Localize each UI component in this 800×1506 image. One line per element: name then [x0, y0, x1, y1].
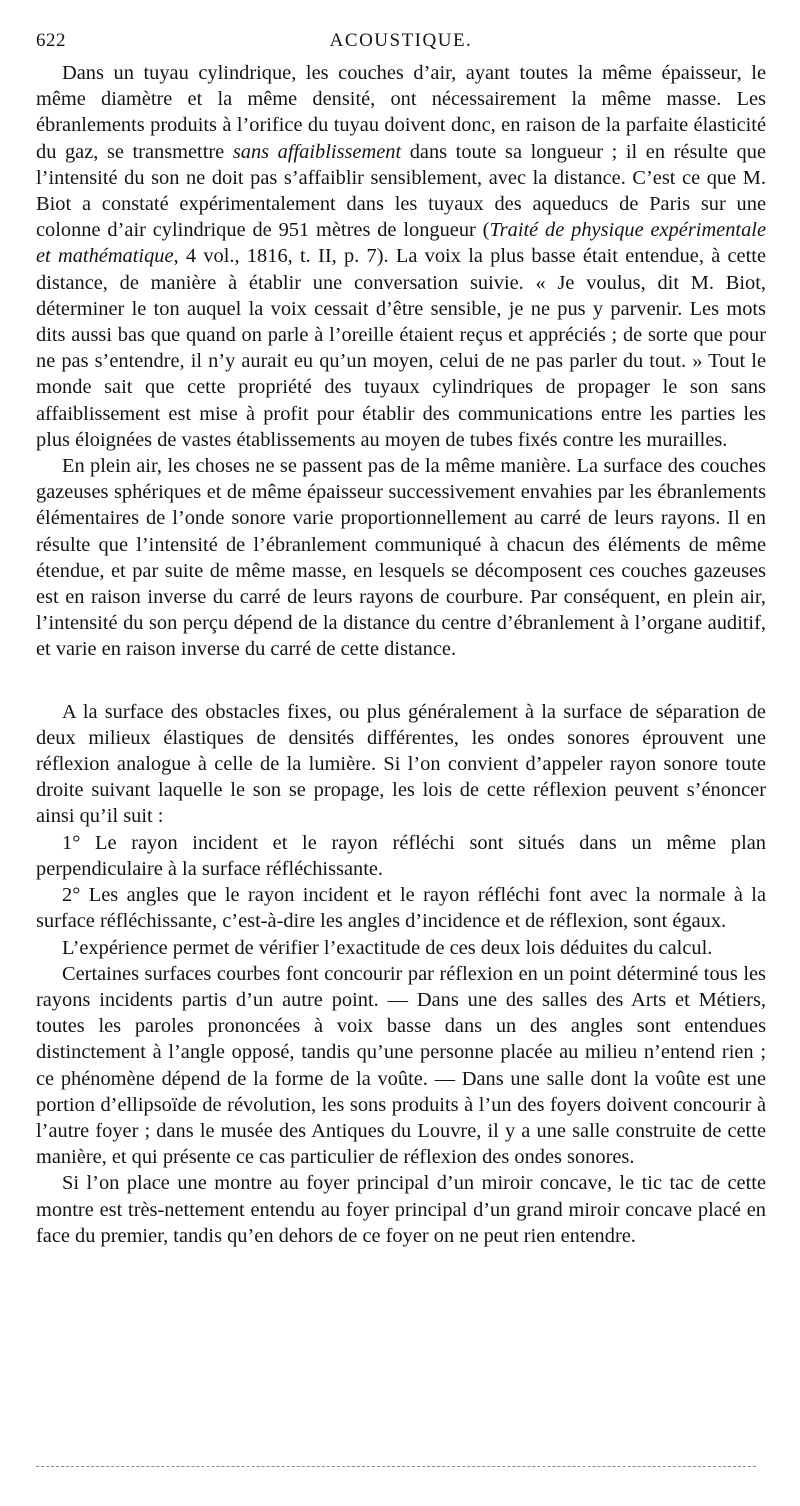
section-gap [36, 663, 766, 699]
paragraph-verification: L’expérience permet de vérifier l’exactitude de ces deux lois déduites du calcul. [62, 936, 713, 959]
page-header [36, 30, 766, 60]
reflection-law-2: 2° Les angles que le rayon incident et le rayon réfléchi font avec la normale à la surface réfléchissante, c’est-à-dire les angles d’incidence et de réflexion, sont égaux. [36, 884, 766, 933]
paragraph-concave-mirror: Si l’on place une montre au foyer principal d’un miroir concave, le tic tac de cette montre est très-nettement entendu au foyer principal d’un grand miroir concave placé en face du premier, tandis qu’en dehors de ce foyer on ne peut rien entendre. [36, 1172, 766, 1247]
paragraph-text: dans toute sa longueur ; il en résulte que l’intensité du son ne doit pas s’affaiblir sensiblement, avec la distance. C’est ce que M. Biot a constaté expérimentalement dans les tuyaux des aqueducs de Paris sur une colonne d’air cylindrique de 951 mètres de longueur ( [36, 140, 766, 242]
paragraph-text: Dans un tuyau cylindrique, les couches d’air, ayant toutes la même épaisseur, le même diamètre et la même densité, ont nécessairement la même masse. Les ébranlements produits à l’orifice du tuyau doivent donc, en raison de la parfaite élasticité du gaz, se transmettre [36, 62, 766, 163]
paragraph-text: , 4 vol., 1816, t. II, p. 7). La voix la plus basse était entendue, à cette distance, de manière à établir une conversation suivie. « Je voulus, dit M. Biot, déterminer le ton auquel la voix cessait d’être sensible, je ne pus y parvenir. Les mots dits aussi bas que quand on parle à l’oreille étaient reçus et appréciés ; de sorte que pour ne pas s’entendre, il n’y aurait eu qu’un moyen, celui de ne pas parler du tout. » Tout le monde sait que cette propriété des tuyaux cylindriques de propager le son sans affaiblissement est mise à profit pour établir des communications entre les parties les plus éloignées de vastes établissements au moyen de tubes fixés contre les murailles. [36, 245, 766, 451]
paragraph-open-air: En plein air, les choses ne se passent pas de la même manière. La surface des couches gazeuses sphériques et de même épaisseur successivement envahies par les ébranlements élémentaires de l’onde sonore varie proportionnellement au carré de leurs rayons. Il en résulte que l’intensité de l’ébranlement communiqué à chacun des éléments de même étendue, et par suite de même masse, en lesquels se décomposent ces couches gazeuses est en raison inverse du carré de leurs rayons de courbure. Par conséquent, en plein air, l’intensité du son perçu dépend de la distance du centre d’ébranlement à l’organe auditif, et varie en raison inverse du carré de cette distance. [36, 455, 766, 661]
emphasis-text: sans affaiblissement [232, 140, 402, 163]
footer-rule [36, 1466, 756, 1467]
paragraph-cylindrical-tube [36, 60, 766, 453]
book-page [36, 30, 766, 1249]
book-title-citation: Traité de physique expérimentale et mathématique [36, 219, 766, 268]
paragraph-reflection-intro: A la surface des obstacles fixes, ou plus généralement à la surface de séparation de deux milieux élastiques de densités différentes, les ondes sonores éprouvent une réflexion analogue à celle de la lumière. Si l’on convient d’appeler rayon sonore toute droite suivant laquelle le son se propage, les lois de cette réflexion peuvent s’énoncer ainsi qu’il suit : [36, 700, 766, 828]
running-title: ACOUSTIQUE. [329, 30, 473, 51]
paragraph-curved-surfaces: Certaines surfaces courbes font concourir par réflexion en un point déterminé tous les rayons incidents partis d’un autre point. — Dans une des salles des Arts et Métiers, toutes les paroles prononcées à voix basse dans un des angles sont entendues distinctement à l’angle opposé, tandis qu’une personne placée au milieu n’entend rien ; ce phénomène dépend de la forme de la voûte. — Dans une salle dont la voûte est une portion d’ellipsoïde de révolution, les sons produits à l’un des foyers doivent concourir à l’autre foyer ; dans le musée des Antiques du Louvre, il y a une salle construite de cette manière, et qui présente ce cas particulier de réflexion des ondes sonores. [36, 962, 766, 1169]
reflection-law-1: 1° Le rayon incident et le rayon réfléchi sont situés dans un même plan perpendiculaire à la surface réfléchissante. [36, 831, 766, 880]
page-number: 622 [36, 30, 66, 51]
